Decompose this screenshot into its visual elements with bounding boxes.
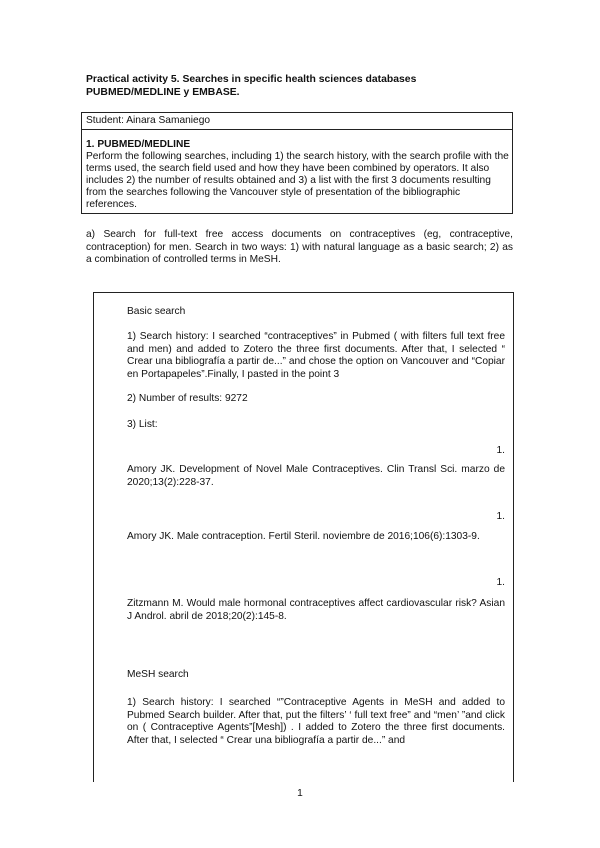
section-title: 1. PUBMED/MEDLINE bbox=[86, 139, 191, 150]
page-number: 1 bbox=[297, 788, 303, 799]
reference-number: 1. bbox=[496, 577, 505, 588]
divider bbox=[82, 129, 512, 130]
intro-box bbox=[81, 112, 513, 214]
question-a: a) Search for full-text free access documents on contraceptives (eg, contraceptive, contraception) for men. Search in two ways: 1) with natural language as a basic search; 2) as a combination of controlled terms in MeSH. bbox=[86, 229, 513, 265]
student-name: Student: Ainara Samaniego bbox=[86, 115, 211, 126]
title-line-1: Practical activity 5. Searches in specific health sciences databases bbox=[86, 74, 417, 85]
mesh-search-history: 1) Search history: I searched “”Contraceptive Agents in MeSH and added to Pubmed Search builder. After that, put the filters’ ‘ full text free” and “men’ ”and click on ( Contraceptive Agents”[Mesh]) . I added to Zotero the three first documents. After that, I selected “ Crear una bibliografía a partir de...” and bbox=[127, 697, 505, 746]
section-description: Perform the following searches, including 1) the search history, with the search profile with the terms used, the search field used and how they have been combined by operators. It also includes 2) the number of results obtained and 3) a list with the first 3 documents resulting from the searches following the Vancouver style of presentation of the bibliographic references. bbox=[86, 151, 509, 210]
title-line-2: PUBMED/MEDLINE y EMBASE. bbox=[86, 87, 240, 98]
reference-text: Amory JK. Development of Novel Male Contraceptives. Clin Transl Sci. marzo de 2020;13(2):228-37. bbox=[127, 464, 505, 488]
reference-number: 1. bbox=[496, 445, 505, 456]
basic-search-heading: Basic search bbox=[127, 306, 186, 317]
reference-text: Zitzmann M. Would male hormonal contraceptives affect cardiovascular risk? Asian J Androl. abril de 2018;20(2):145-8. bbox=[127, 598, 505, 622]
basic-search-list-label: 3) List: bbox=[127, 419, 158, 430]
mesh-search-heading: MeSH search bbox=[127, 669, 189, 680]
reference-number: 1. bbox=[496, 511, 505, 522]
answer-box bbox=[93, 292, 514, 782]
reference-text: Amory JK. Male contraception. Fertil Steril. noviembre de 2016;106(6):1303-9. bbox=[127, 531, 480, 542]
basic-search-history: 1) Search history: I searched “contraceptives” in Pubmed ( with filters full text free and men) and added to Zotero the three first documents. After that, I selected “ Crear una bibliografía a partir de...” and chose the option on Vancouver and “Copiar en Portapapeles”.Finally, I pasted in the point 3 bbox=[127, 331, 505, 380]
activity-title bbox=[86, 73, 416, 99]
basic-search-results: 2) Number of results: 9272 bbox=[127, 393, 248, 404]
